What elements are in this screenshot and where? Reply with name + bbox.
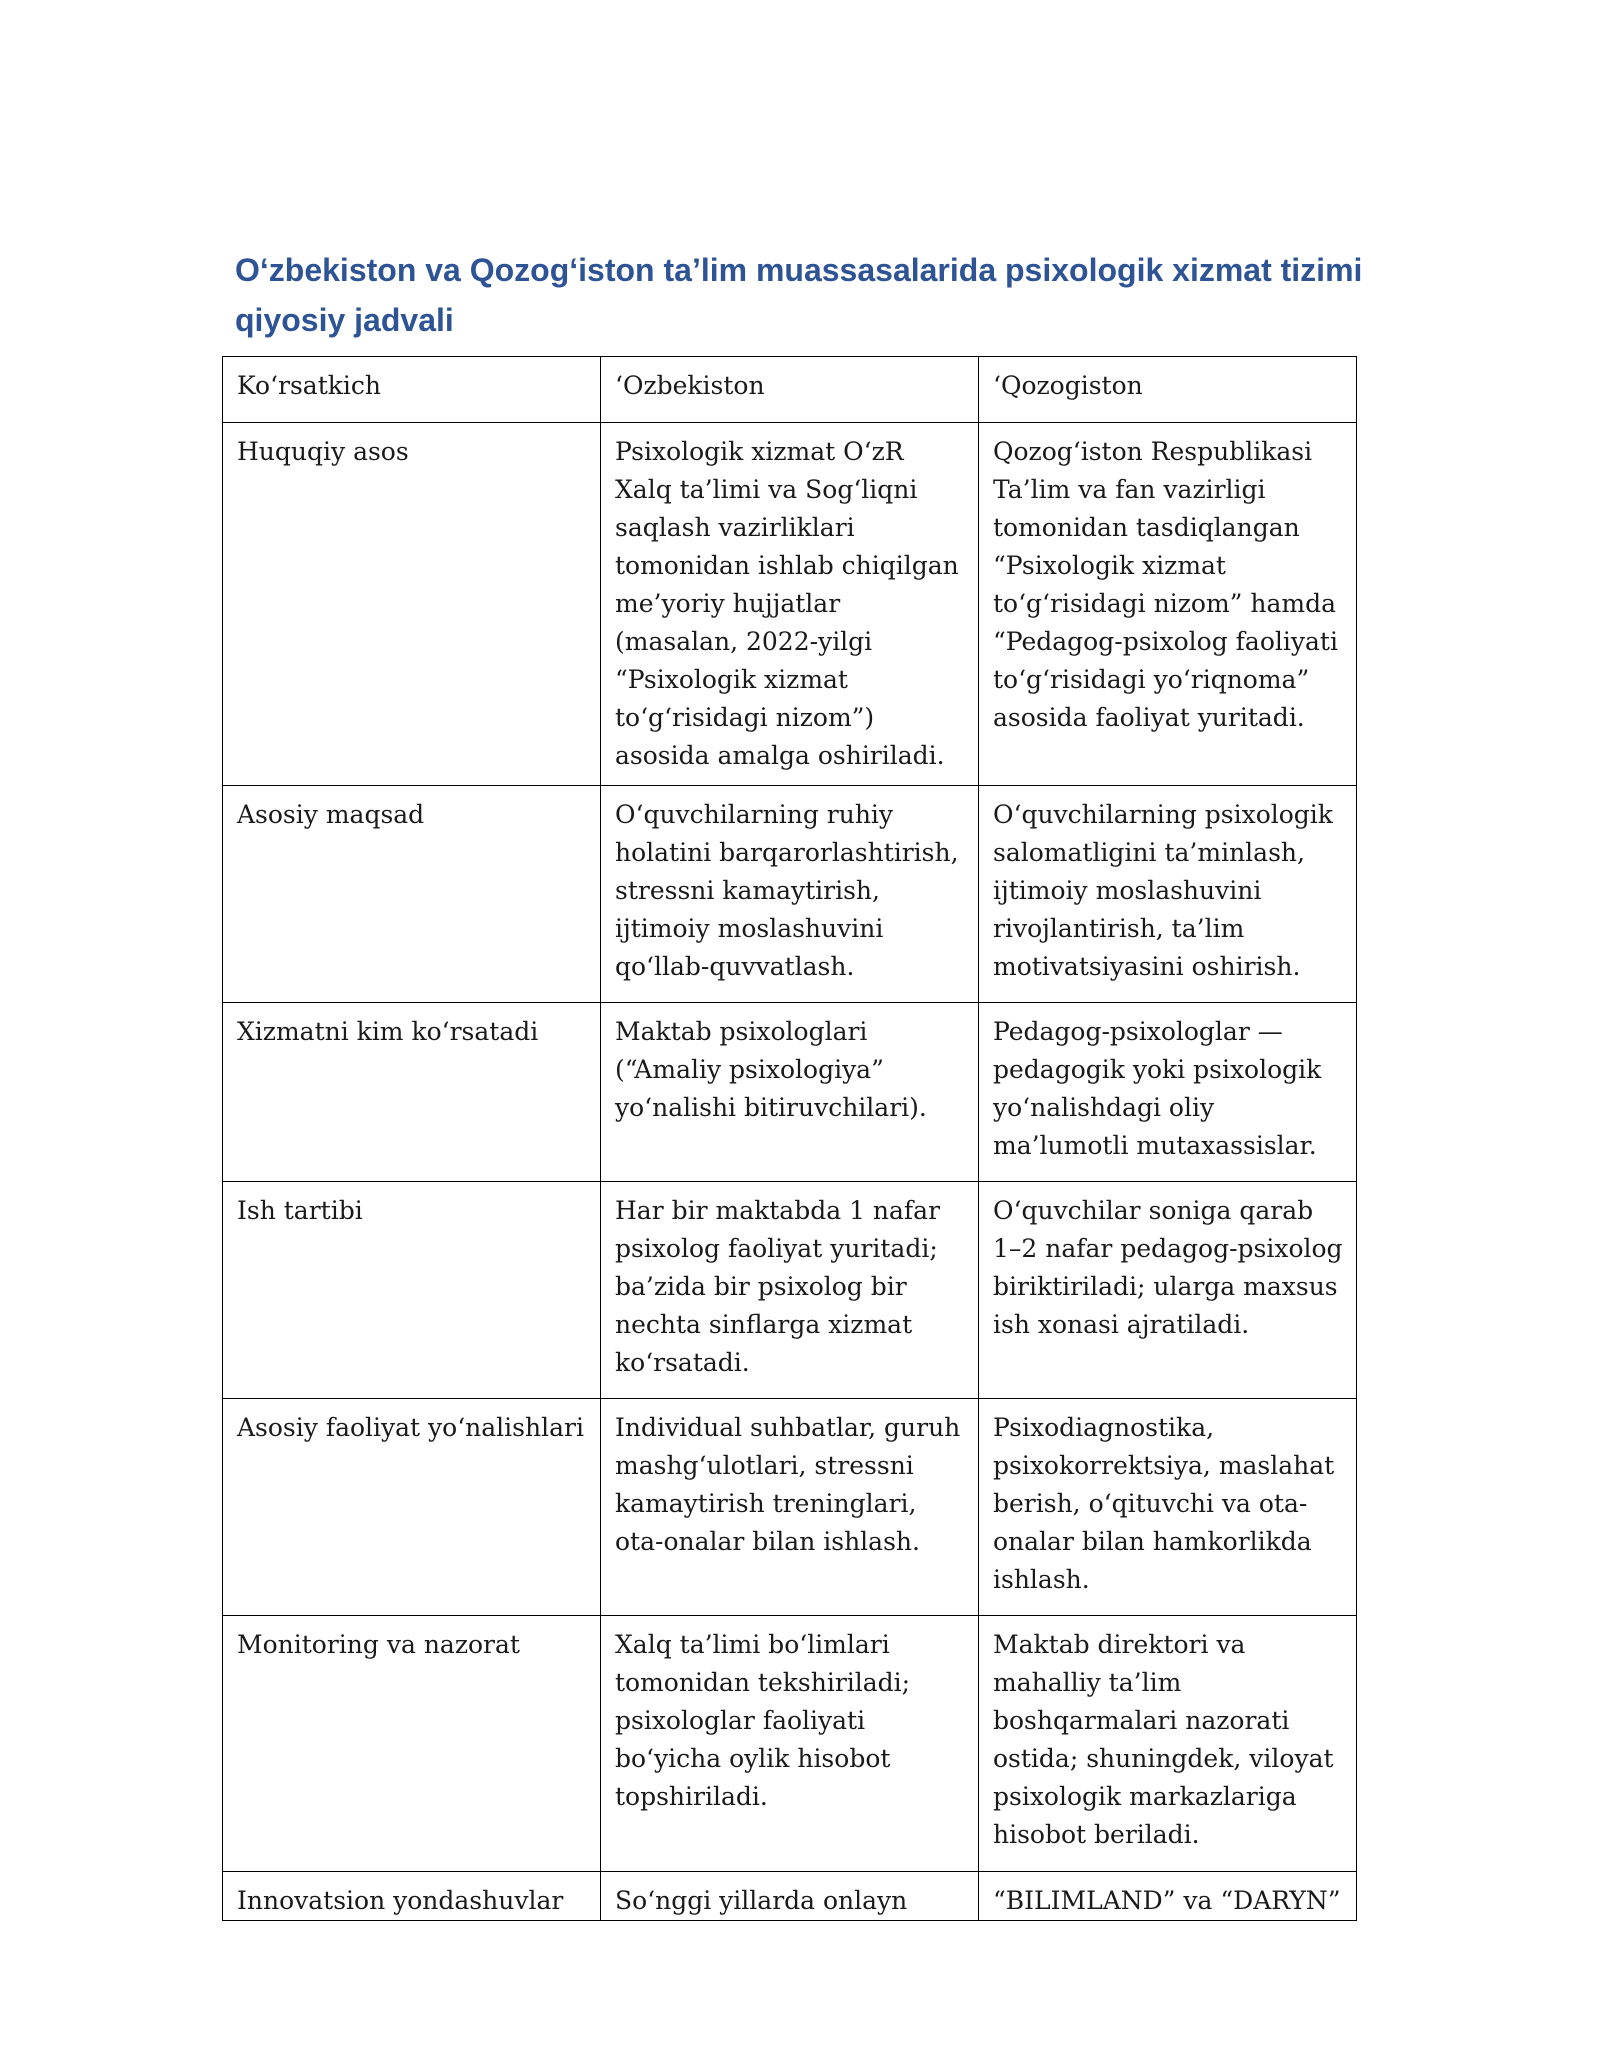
indicator-cell: Innovatsion yondashuvlar <box>223 1872 601 1921</box>
uzbekistan-cell: So‘nggi yillarda onlayn <box>601 1872 979 1921</box>
header-cell-uzbekistan: ‘Ozbekiston <box>601 357 979 423</box>
kazakhstan-cell: O‘quvchilar soniga qarab 1–2 nafar pedagog-psixolog biriktiriladi; ularga maxsus ish xonasi ajratiladi. <box>979 1182 1357 1399</box>
uzbekistan-cell: Individual suhbatlar, guruh mashg‘ulotlari, stressni kamaytirish treninglari, ota-onalar bilan ishlash. <box>601 1399 979 1616</box>
kazakhstan-cell: “BILIMLAND” va “DARYN” <box>979 1872 1357 1921</box>
indicator-cell: Asosiy maqsad <box>223 786 601 1003</box>
table-row <box>223 1399 1357 1616</box>
uzbekistan-cell: Maktab psixologlari (“Amaliy psixologiya” yo‘nalishi bitiruvchilari). <box>601 1003 979 1182</box>
header-cell-indicator: Ko‘rsatkich <box>223 357 601 423</box>
indicator-cell: Monitoring va nazorat <box>223 1616 601 1872</box>
table-row <box>223 423 1357 786</box>
uzbekistan-cell: Har bir maktabda 1 nafar psixolog faoliyat yuritadi; ba’zida bir psixolog bir nechta sinflarga xizmat ko‘rsatadi. <box>601 1182 979 1399</box>
indicator-cell: Asosiy faoliyat yo‘nalishlari <box>223 1399 601 1616</box>
table-row <box>223 786 1357 1003</box>
table-row <box>223 1182 1357 1399</box>
kazakhstan-cell: Pedagog-psixologlar — pedagogik yoki psixologik yo‘nalishdagi oliy ma’lumotli mutaxassislar. <box>979 1003 1357 1182</box>
uzbekistan-cell: Xalq ta’limi bo‘limlari tomonidan tekshiriladi; psixologlar faoliyati bo‘yicha oylik hisobot topshiriladi. <box>601 1616 979 1872</box>
kazakhstan-cell: Maktab direktori va mahalliy ta’lim boshqarmalari nazorati ostida; shuningdek, viloyat psixologik markazlariga hisobot beriladi. <box>979 1616 1357 1872</box>
indicator-cell: Huquqiy asos <box>223 423 601 786</box>
indicator-cell: Ish tartibi <box>223 1182 601 1399</box>
document-title: O‘zbekiston va Qozog‘iston ta’lim muassasalarida psixologik xizmat tizimi qiyosiy jadvali <box>235 252 1363 338</box>
indicator-cell: Xizmatni kim ko‘rsatadi <box>223 1003 601 1182</box>
uzbekistan-cell: Psixologik xizmat O‘zR Xalq ta’limi va Sog‘liqni saqlash vazirliklari tomonidan ishlab chiqilgan me’yoriy hujjatlar (masalan, 2022-yilgi “Psixologik xizmat to‘g‘risidagi nizom”) asosida amalga oshiriladi. <box>601 423 979 786</box>
kazakhstan-cell: Qozog‘iston Respublikasi Ta’lim va fan vazirligi tomonidan tasdiqlangan “Psixologik xizmat to‘g‘risidagi nizom” hamda “Pedagog-psixolog faoliyati to‘g‘risidagi yo‘riqnoma” asosida faoliyat yuritadi. <box>979 423 1357 786</box>
table-header-row <box>223 357 1357 423</box>
table-row <box>223 1003 1357 1182</box>
kazakhstan-cell: Psixodiagnostika, psixokorrektsiya, maslahat berish, o‘qituvchi va ota-onalar bilan hamkorlikda ishlash. <box>979 1399 1357 1616</box>
uzbekistan-cell: O‘quvchilarning ruhiy holatini barqarorlashtirish, stressni kamaytirish, ijtimoiy moslashuvini qo‘llab-quvvatlash. <box>601 786 979 1003</box>
comparison-table <box>222 356 1357 1921</box>
table-row <box>223 1872 1357 1921</box>
kazakhstan-cell: O‘quvchilarning psixologik salomatligini ta’minlash, ijtimoiy moslashuvini rivojlantirish, ta’lim motivatsiyasini oshirish. <box>979 786 1357 1003</box>
header-cell-kazakhstan: ‘Qozogiston <box>979 357 1357 423</box>
table-row <box>223 1616 1357 1872</box>
